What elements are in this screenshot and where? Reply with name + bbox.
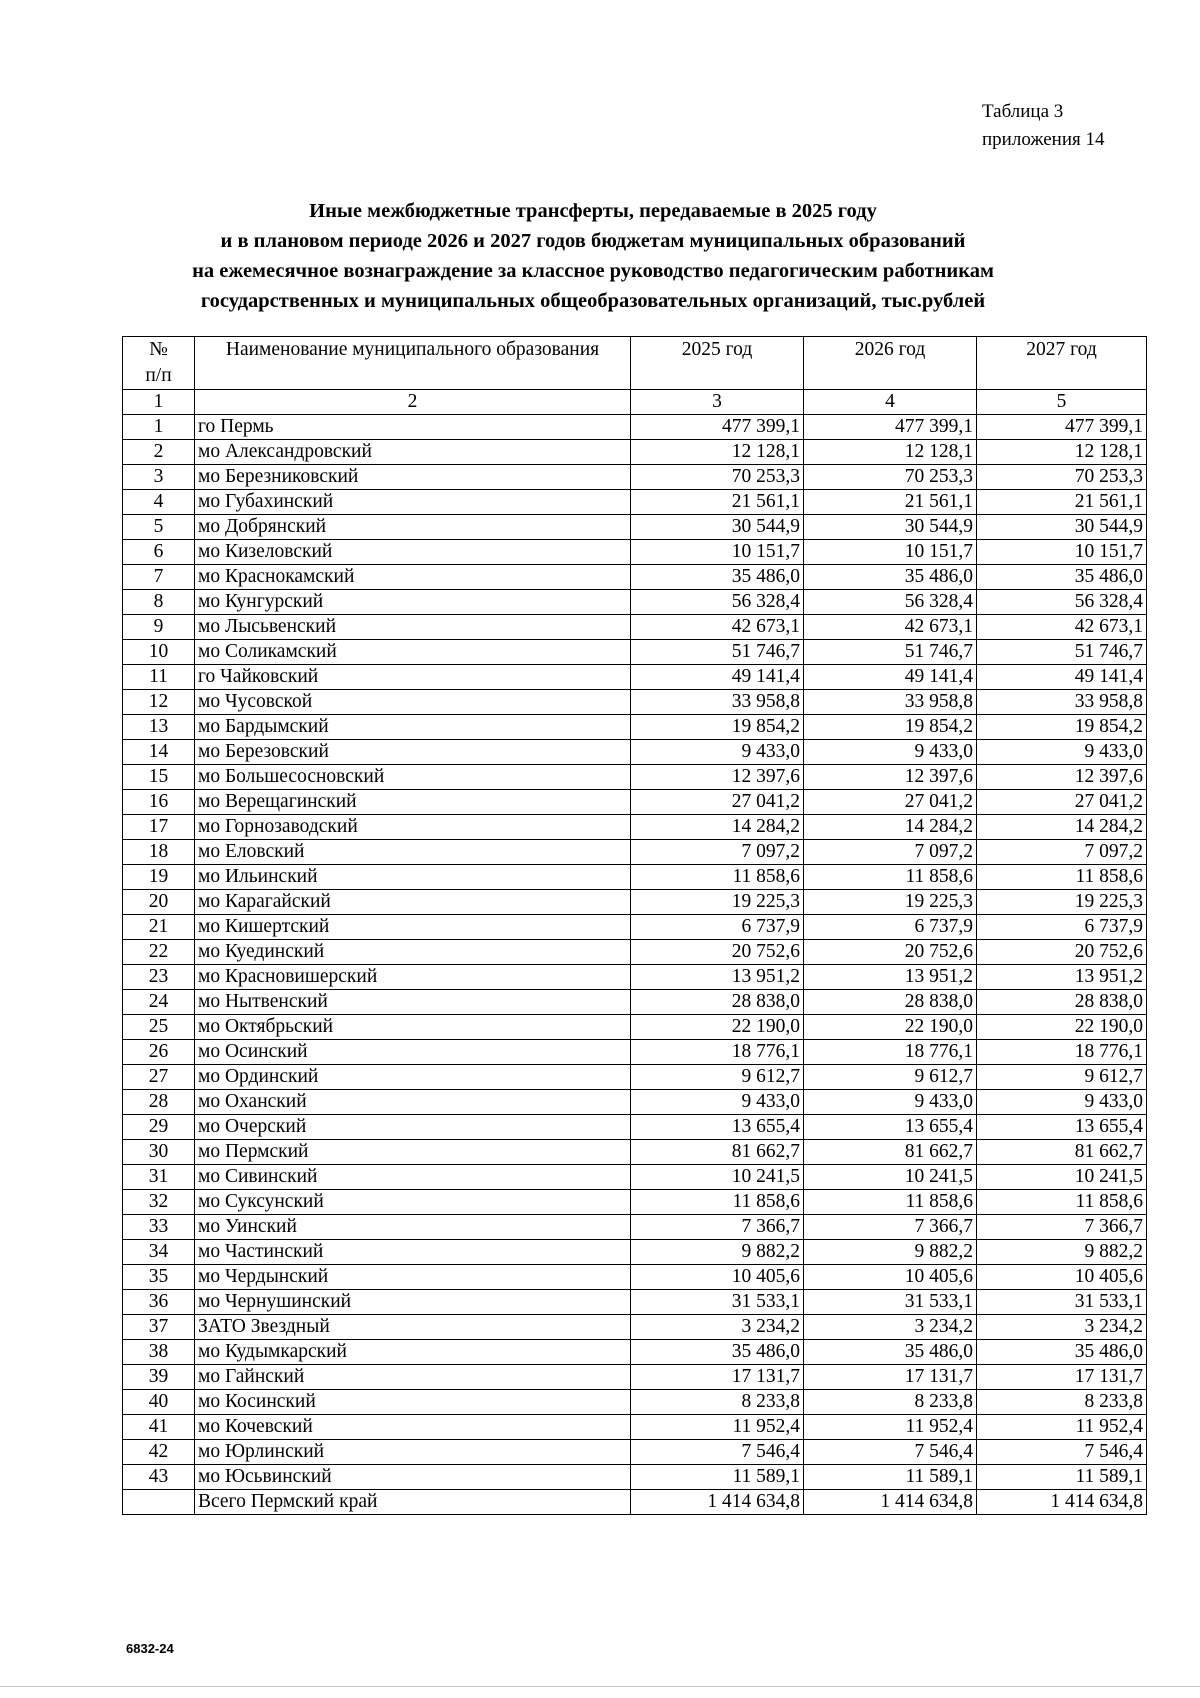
- value-2025: 19 225,3: [631, 890, 804, 915]
- value-2025: 28 838,0: [631, 990, 804, 1015]
- municipality-name: мо Горнозаводский: [195, 815, 631, 840]
- municipality-name: мо Большесосновский: [195, 765, 631, 790]
- value-2025: 7 546,4: [631, 1440, 804, 1465]
- table-row: [123, 1065, 1147, 1090]
- value-2026: 33 958,8: [804, 690, 977, 715]
- value-2027: 19 854,2: [977, 715, 1147, 740]
- row-number: 13: [123, 715, 195, 740]
- table-row: [123, 640, 1147, 665]
- value-2026: 10 405,6: [804, 1265, 977, 1290]
- value-2026: 28 838,0: [804, 990, 977, 1015]
- table-row: [123, 515, 1147, 540]
- row-number: 1: [123, 415, 195, 440]
- row-number: 22: [123, 940, 195, 965]
- value-2025: 10 241,5: [631, 1165, 804, 1190]
- value-2027: 13 655,4: [977, 1115, 1147, 1140]
- value-2026: 11 589,1: [804, 1465, 977, 1490]
- table-row: [123, 890, 1147, 915]
- row-number: 33: [123, 1215, 195, 1240]
- value-2027: 20 752,6: [977, 940, 1147, 965]
- value-2027: 13 951,2: [977, 965, 1147, 990]
- value-2026: 19 854,2: [804, 715, 977, 740]
- municipality-name: мо Кунгурский: [195, 590, 631, 615]
- value-2027: 12 128,1: [977, 440, 1147, 465]
- value-2027: 10 405,6: [977, 1265, 1147, 1290]
- municipality-name: мо Бардымский: [195, 715, 631, 740]
- value-2027: 30 544,9: [977, 515, 1147, 540]
- value-2025: 20 752,6: [631, 940, 804, 965]
- municipality-name: мо Красновишерский: [195, 965, 631, 990]
- value-2027: 56 328,4: [977, 590, 1147, 615]
- value-2026: 9 433,0: [804, 740, 977, 765]
- municipality-name: мо Березниковский: [195, 465, 631, 490]
- table-row: [123, 1090, 1147, 1115]
- value-2025: 11 589,1: [631, 1465, 804, 1490]
- value-2026: 8 233,8: [804, 1390, 977, 1415]
- municipality-name: го Чайковский: [195, 665, 631, 690]
- value-2027: 9 433,0: [977, 740, 1147, 765]
- row-number: 24: [123, 990, 195, 1015]
- value-2026: 3 234,2: [804, 1315, 977, 1340]
- value-2025: 35 486,0: [631, 565, 804, 590]
- row-number: 32: [123, 1190, 195, 1215]
- table-row: [123, 540, 1147, 565]
- municipality-name: мо Александровский: [195, 440, 631, 465]
- value-2025: 30 544,9: [631, 515, 804, 540]
- value-2027: 14 284,2: [977, 815, 1147, 840]
- municipality-name: мо Октябрьский: [195, 1015, 631, 1040]
- municipality-name: мо Чусовской: [195, 690, 631, 715]
- column-number: 2: [195, 390, 631, 415]
- scan-edge-line: [0, 1686, 1200, 1687]
- municipality-name: Всего Пермский край: [195, 1490, 631, 1515]
- value-2025: 56 328,4: [631, 590, 804, 615]
- value-2026: 70 253,3: [804, 465, 977, 490]
- title-line: Иные межбюджетные трансферты, передаваемые в 2025 году: [309, 200, 877, 222]
- table-row: [123, 1040, 1147, 1065]
- value-2027: 22 190,0: [977, 1015, 1147, 1040]
- column-numbers-row: [123, 390, 1147, 415]
- value-2026: 27 041,2: [804, 790, 977, 815]
- value-2027: 10 241,5: [977, 1165, 1147, 1190]
- column-number: 4: [804, 390, 977, 415]
- value-2025: 6 737,9: [631, 915, 804, 940]
- title-line: на ежемесячное вознаграждение за классное руководство педагогическим работникам: [192, 260, 994, 282]
- municipality-name: мо Ильинский: [195, 865, 631, 890]
- value-2025: 11 858,6: [631, 865, 804, 890]
- value-2027: 49 141,4: [977, 665, 1147, 690]
- value-2025: 13 951,2: [631, 965, 804, 990]
- value-2026: 9 433,0: [804, 1090, 977, 1115]
- transfers-table-body: [123, 337, 1147, 1515]
- value-2025: 8 233,8: [631, 1390, 804, 1415]
- municipality-name: мо Косинский: [195, 1390, 631, 1415]
- municipality-name: мо Юсьвинский: [195, 1465, 631, 1490]
- value-2026: 18 776,1: [804, 1040, 977, 1065]
- value-2025: 10 151,7: [631, 540, 804, 565]
- row-number: 37: [123, 1315, 195, 1340]
- table-row: [123, 1415, 1147, 1440]
- value-2027: 11 589,1: [977, 1465, 1147, 1490]
- value-2027: 17 131,7: [977, 1365, 1147, 1390]
- value-2025: 9 612,7: [631, 1065, 804, 1090]
- appendix-table-number: Таблица 3: [982, 101, 1064, 122]
- value-2026: 13 655,4: [804, 1115, 977, 1140]
- value-2027: 6 737,9: [977, 915, 1147, 940]
- table-header-row: [123, 337, 1147, 390]
- value-2025: 27 041,2: [631, 790, 804, 815]
- header-number: [123, 337, 195, 390]
- municipality-name: мо Березовский: [195, 740, 631, 765]
- row-number: 36: [123, 1290, 195, 1315]
- value-2025: 18 776,1: [631, 1040, 804, 1065]
- value-2027: 33 958,8: [977, 690, 1147, 715]
- table-row: [123, 490, 1147, 515]
- table-row: [123, 1465, 1147, 1490]
- row-number: 4: [123, 490, 195, 515]
- table-row: [123, 1390, 1147, 1415]
- municipality-name: мо Нытвенский: [195, 990, 631, 1015]
- value-2026: 9 882,2: [804, 1240, 977, 1265]
- value-2025: 7 366,7: [631, 1215, 804, 1240]
- row-number: 41: [123, 1415, 195, 1440]
- table-row: [123, 440, 1147, 465]
- municipality-name: мо Очерский: [195, 1115, 631, 1140]
- value-2026: 56 328,4: [804, 590, 977, 615]
- row-number: 43: [123, 1465, 195, 1490]
- value-2027: 28 838,0: [977, 990, 1147, 1015]
- value-2025: 17 131,7: [631, 1365, 804, 1390]
- header-municipality: Наименование муниципального образования: [195, 337, 631, 390]
- municipality-name: мо Чернушинский: [195, 1290, 631, 1315]
- value-2026: 42 673,1: [804, 615, 977, 640]
- table-row: [123, 765, 1147, 790]
- table-row: [123, 1190, 1147, 1215]
- column-number: 5: [977, 390, 1147, 415]
- value-2026: 51 746,7: [804, 640, 977, 665]
- row-number: 39: [123, 1365, 195, 1390]
- header-number-label: № п/п: [145, 339, 172, 386]
- row-number: 18: [123, 840, 195, 865]
- appendix-reference: [982, 98, 1104, 154]
- row-number: 34: [123, 1240, 195, 1265]
- table-row: [123, 1240, 1147, 1265]
- row-number: 21: [123, 915, 195, 940]
- value-2026: 13 951,2: [804, 965, 977, 990]
- value-2027: 10 151,7: [977, 540, 1147, 565]
- transfers-table: [122, 336, 1147, 1515]
- value-2027: 7 097,2: [977, 840, 1147, 865]
- row-number: 2: [123, 440, 195, 465]
- value-2026: 477 399,1: [804, 415, 977, 440]
- municipality-name: мо Ординский: [195, 1065, 631, 1090]
- value-2026: 35 486,0: [804, 1340, 977, 1365]
- row-number: 42: [123, 1440, 195, 1465]
- value-2025: 31 533,1: [631, 1290, 804, 1315]
- row-number: 20: [123, 890, 195, 915]
- value-2027: 27 041,2: [977, 790, 1147, 815]
- table-row: [123, 1340, 1147, 1365]
- value-2026: 7 366,7: [804, 1215, 977, 1240]
- table-row: [123, 1290, 1147, 1315]
- value-2026: 11 952,4: [804, 1415, 977, 1440]
- municipality-name: мо Кочевский: [195, 1415, 631, 1440]
- table-row: [123, 665, 1147, 690]
- value-2025: 49 141,4: [631, 665, 804, 690]
- row-number: 11: [123, 665, 195, 690]
- value-2026: 14 284,2: [804, 815, 977, 840]
- value-2026: 9 612,7: [804, 1065, 977, 1090]
- value-2027: 477 399,1: [977, 415, 1147, 440]
- value-2027: 42 673,1: [977, 615, 1147, 640]
- municipality-name: мо Сивинский: [195, 1165, 631, 1190]
- municipality-name: мо Уинский: [195, 1215, 631, 1240]
- municipality-name: мо Еловский: [195, 840, 631, 865]
- value-2026: 7 546,4: [804, 1440, 977, 1465]
- value-2026: 11 858,6: [804, 1190, 977, 1215]
- municipality-name: мо Добрянский: [195, 515, 631, 540]
- row-number: 12: [123, 690, 195, 715]
- value-2025: 70 253,3: [631, 465, 804, 490]
- table-row: [123, 1315, 1147, 1340]
- value-2027: 3 234,2: [977, 1315, 1147, 1340]
- row-number: 3: [123, 465, 195, 490]
- table-row: [123, 840, 1147, 865]
- table-row: [123, 415, 1147, 440]
- row-number: 7: [123, 565, 195, 590]
- value-2025: 10 405,6: [631, 1265, 804, 1290]
- value-2027: 81 662,7: [977, 1140, 1147, 1165]
- value-2026: 49 141,4: [804, 665, 977, 690]
- value-2027: 11 858,6: [977, 865, 1147, 890]
- table-row: [123, 940, 1147, 965]
- value-2027: 35 486,0: [977, 1340, 1147, 1365]
- row-number: 10: [123, 640, 195, 665]
- row-number: 35: [123, 1265, 195, 1290]
- value-2027: 7 366,7: [977, 1215, 1147, 1240]
- row-number: 28: [123, 1090, 195, 1115]
- value-2025: 22 190,0: [631, 1015, 804, 1040]
- municipality-name: го Пермь: [195, 415, 631, 440]
- value-2026: 11 858,6: [804, 865, 977, 890]
- municipality-name: мо Верещагинский: [195, 790, 631, 815]
- row-number: 25: [123, 1015, 195, 1040]
- table-row: [123, 565, 1147, 590]
- value-2026: 35 486,0: [804, 565, 977, 590]
- value-2025: 11 858,6: [631, 1190, 804, 1215]
- row-number: 8: [123, 590, 195, 615]
- document-title: [120, 196, 1066, 316]
- municipality-name: мо Краснокамский: [195, 565, 631, 590]
- header-2026: 2026 год: [804, 337, 977, 390]
- column-number: 1: [123, 390, 195, 415]
- row-number: [123, 1490, 195, 1515]
- row-number: 30: [123, 1140, 195, 1165]
- value-2025: 9 882,2: [631, 1240, 804, 1265]
- municipality-name: мо Юрлинский: [195, 1440, 631, 1465]
- value-2025: 35 486,0: [631, 1340, 804, 1365]
- value-2027: 51 746,7: [977, 640, 1147, 665]
- value-2026: 81 662,7: [804, 1140, 977, 1165]
- value-2027: 70 253,3: [977, 465, 1147, 490]
- value-2025: 14 284,2: [631, 815, 804, 840]
- municipality-name: мо Осинский: [195, 1040, 631, 1065]
- value-2026: 17 131,7: [804, 1365, 977, 1390]
- value-2026: 12 128,1: [804, 440, 977, 465]
- value-2027: 11 858,6: [977, 1190, 1147, 1215]
- value-2025: 42 673,1: [631, 615, 804, 640]
- table-row: [123, 1015, 1147, 1040]
- municipality-name: мо Оханский: [195, 1090, 631, 1115]
- row-number: 27: [123, 1065, 195, 1090]
- value-2025: 3 234,2: [631, 1315, 804, 1340]
- row-number: 19: [123, 865, 195, 890]
- municipality-name: мо Суксунский: [195, 1190, 631, 1215]
- row-number: 16: [123, 790, 195, 815]
- value-2026: 21 561,1: [804, 490, 977, 515]
- table-row: [123, 1440, 1147, 1465]
- value-2025: 12 397,6: [631, 765, 804, 790]
- municipality-name: мо Куединский: [195, 940, 631, 965]
- value-2026: 22 190,0: [804, 1015, 977, 1040]
- table-row: [123, 1140, 1147, 1165]
- municipality-name: мо Частинский: [195, 1240, 631, 1265]
- table-row: [123, 715, 1147, 740]
- municipality-name: мо Пермский: [195, 1140, 631, 1165]
- table-row: [123, 790, 1147, 815]
- appendix-number: приложения 14: [982, 129, 1105, 150]
- value-2027: 11 952,4: [977, 1415, 1147, 1440]
- table-row: [123, 1115, 1147, 1140]
- row-number: 6: [123, 540, 195, 565]
- municipality-name: мо Карагайский: [195, 890, 631, 915]
- municipality-name: мо Кудымкарский: [195, 1340, 631, 1365]
- table-row: [123, 990, 1147, 1015]
- table-row: [123, 465, 1147, 490]
- municipality-name: мо Кишертский: [195, 915, 631, 940]
- value-2026: 31 533,1: [804, 1290, 977, 1315]
- municipality-name: мо Соликамский: [195, 640, 631, 665]
- table-row: [123, 865, 1147, 890]
- value-2025: 19 854,2: [631, 715, 804, 740]
- value-2027: 9 433,0: [977, 1090, 1147, 1115]
- value-2027: 9 882,2: [977, 1240, 1147, 1265]
- value-2025: 33 958,8: [631, 690, 804, 715]
- title-line: и в плановом периоде 2026 и 2027 годов бюджетам муниципальных образований: [220, 230, 966, 252]
- row-number: 26: [123, 1040, 195, 1065]
- value-2025: 11 952,4: [631, 1415, 804, 1440]
- value-2025: 9 433,0: [631, 1090, 804, 1115]
- table-row: [123, 1165, 1147, 1190]
- row-number: 40: [123, 1390, 195, 1415]
- value-2027: 21 561,1: [977, 490, 1147, 515]
- value-2025: 12 128,1: [631, 440, 804, 465]
- value-2025: 81 662,7: [631, 1140, 804, 1165]
- table-row: [123, 590, 1147, 615]
- row-number: 29: [123, 1115, 195, 1140]
- total-row: [123, 1490, 1147, 1515]
- header-2025: 2025 год: [631, 337, 804, 390]
- municipality-name: мо Лысьвенский: [195, 615, 631, 640]
- value-2026: 1 414 634,8: [804, 1490, 977, 1515]
- municipality-name: ЗАТО Звездный: [195, 1315, 631, 1340]
- value-2025: 1 414 634,8: [631, 1490, 804, 1515]
- table-row: [123, 1215, 1147, 1240]
- table-row: [123, 965, 1147, 990]
- municipality-name: мо Кизеловский: [195, 540, 631, 565]
- value-2027: 18 776,1: [977, 1040, 1147, 1065]
- value-2025: 7 097,2: [631, 840, 804, 865]
- row-number: 15: [123, 765, 195, 790]
- title-line: государственных и муниципальных общеобразовательных организаций, тыс.рублей: [200, 290, 986, 312]
- row-number: 31: [123, 1165, 195, 1190]
- table-row: [123, 690, 1147, 715]
- value-2027: 12 397,6: [977, 765, 1147, 790]
- value-2026: 19 225,3: [804, 890, 977, 915]
- value-2026: 7 097,2: [804, 840, 977, 865]
- table-row: [123, 915, 1147, 940]
- value-2027: 31 533,1: [977, 1290, 1147, 1315]
- value-2027: 9 612,7: [977, 1065, 1147, 1090]
- value-2027: 35 486,0: [977, 565, 1147, 590]
- value-2027: 1 414 634,8: [977, 1490, 1147, 1515]
- table-row: [123, 1365, 1147, 1390]
- value-2026: 20 752,6: [804, 940, 977, 965]
- value-2025: 477 399,1: [631, 415, 804, 440]
- value-2026: 12 397,6: [804, 765, 977, 790]
- row-number: 38: [123, 1340, 195, 1365]
- table-row: [123, 740, 1147, 765]
- row-number: 14: [123, 740, 195, 765]
- row-number: 17: [123, 815, 195, 840]
- municipality-name: мо Чердынский: [195, 1265, 631, 1290]
- table-row: [123, 615, 1147, 640]
- value-2027: 19 225,3: [977, 890, 1147, 915]
- row-number: 5: [123, 515, 195, 540]
- value-2027: 8 233,8: [977, 1390, 1147, 1415]
- value-2025: 51 746,7: [631, 640, 804, 665]
- row-number: 9: [123, 615, 195, 640]
- table-row: [123, 1265, 1147, 1290]
- value-2027: 7 546,4: [977, 1440, 1147, 1465]
- header-2027: 2027 год: [977, 337, 1147, 390]
- row-number: 23: [123, 965, 195, 990]
- column-number: 3: [631, 390, 804, 415]
- table-row: [123, 815, 1147, 840]
- municipality-name: мо Гайнский: [195, 1365, 631, 1390]
- document-code: 6832-24: [126, 1641, 174, 1656]
- value-2026: 6 737,9: [804, 915, 977, 940]
- value-2026: 30 544,9: [804, 515, 977, 540]
- value-2025: 9 433,0: [631, 740, 804, 765]
- value-2025: 21 561,1: [631, 490, 804, 515]
- municipality-name: мо Губахинский: [195, 490, 631, 515]
- value-2026: 10 241,5: [804, 1165, 977, 1190]
- value-2026: 10 151,7: [804, 540, 977, 565]
- value-2025: 13 655,4: [631, 1115, 804, 1140]
